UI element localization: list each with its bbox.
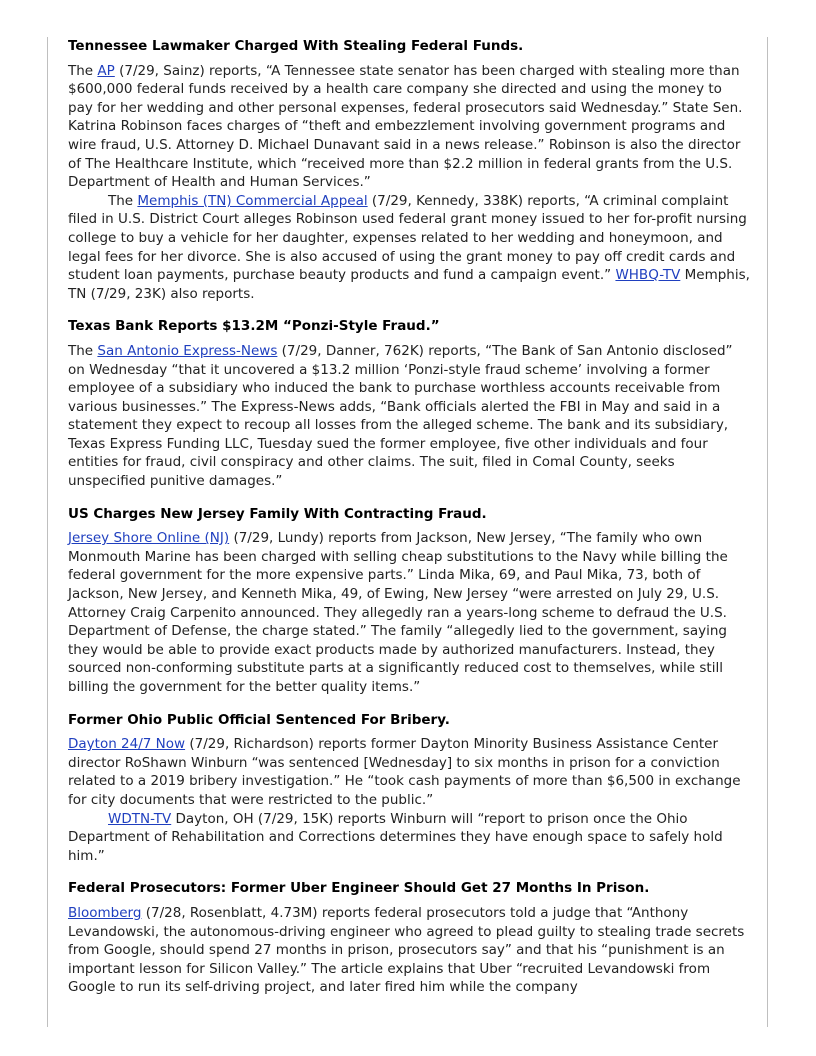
source-link-bloomberg[interactable]: Bloomberg xyxy=(68,904,142,921)
paragraph-text: (7/29, Lundy) reports from Jackson, New Jersey, “The family who own Monmouth Marine has been charged with selling cheap substitutions to the Navy while billing the federal government for the more expensive parts.” Linda Mika, 69, and Paul Mika, 73, both of Jackson, New Jersey, and Kenneth Mika, 49, of Ewing, New Jersey “were arrested on July 29, U.S. Attorney Craig Carpenito announced. They allegedly ran a years-long scheme to defraud the U.S. Department of Defense, the charge stated.” The family “allegedly lied to the government, saying they would be able to provide exact products made by authorized manufacturers. Instead, they sourced non-conforming substitute parts at a significantly reduced cost to themselves, while still billing the government for the better quality items.” xyxy=(68,530,728,695)
article xyxy=(68,505,750,697)
source-link-commercial-appeal[interactable]: Memphis (TN) Commercial Appeal xyxy=(137,192,368,209)
paragraph-text: (7/29, Sainz) reports, “A Tennessee state senator has been charged with stealing more than $600,000 federal funds received by a health care company she directed and using the money to pay for her wedding and other personal expenses, federal prosecutors said Wednesday.” State Sen. Katrina Robinson faces charges of “theft and embezzlement involving government programs and wire fraud, U.S. Attorney D. Michael Dunavant said in a news release.” Robinson is also the director of The Healthcare Institute, which “received more than $2.2 million in federal grants from the U.S. Department of Health and Human Services.” xyxy=(68,62,743,191)
source-link-ap[interactable]: AP xyxy=(97,62,115,79)
article-paragraph xyxy=(68,62,750,192)
paragraph-text: The xyxy=(68,342,98,359)
article-paragraph xyxy=(68,735,750,809)
paragraph-text: (7/29, Danner, 762K) reports, “The Bank of San Antonio disclosed” on Wednesday “that it uncovered a $13.2 million ‘Ponzi-style fraud scheme’ involving a former employee of a subsidiary who induced the bank to purchase worthless accounts receivable from various businesses.” The Express-News adds, “Bank officials alerted the FBI in May and said in a statement they expect to recoup all losses from the alleged scheme. The bank and its subsidiary, Texas Express Funding LLC, Tuesday sued the former employee, five other individuals and four entities for fraud, civil conspiracy and other claims. The suit, filed in Comal County, seeks unspecified punitive damages.” xyxy=(68,342,733,490)
article-paragraph xyxy=(68,192,750,304)
article-paragraph xyxy=(68,904,750,997)
paragraph-text: (7/29, Richardson) reports former Dayton Minority Business Assistance Center director RoShawn Winburn “was sentenced [Wednesday] to six months in prison for a conviction related to a 2019 bribery investigation.” He “took cash payments of more than $6,500 in exchange for city documents that were restricted to the public.” xyxy=(68,736,741,808)
paragraph-text: (7/28, Rosenblatt, 4.73M) reports federal prosecutors told a judge that “Anthony Levandowski, the autonomous-driving engineer who agreed to plead guilty to stealing trade secrets from Google, should spend 27 months in prison, prosecutors say” and that his “punishment is an important lesson for Silicon Valley.” The article explains that Uber “recruited Levandowski from Google to run its self-driving project, and later fired him while the company xyxy=(68,904,745,996)
article xyxy=(68,711,750,866)
article-headline: Former Ohio Public Official Sentenced For Bribery. xyxy=(68,711,450,728)
paragraph-text: The xyxy=(68,62,98,79)
article-headline: Texas Bank Reports $13.2M “Ponzi-Style Fraud.” xyxy=(68,318,440,335)
news-content xyxy=(68,37,750,1011)
source-link-whbq-tv[interactable]: WHBQ-TV xyxy=(615,267,681,284)
article-headline: Tennessee Lawmaker Charged With Stealing Federal Funds. xyxy=(68,38,524,54)
source-link-wdtn-tv[interactable]: WDTN-TV xyxy=(108,810,172,827)
paragraph-text: Dayton, OH (7/29, 15K) reports Winburn will “report to prison once the Ohio Department of Rehabilitation and Corrections determines they have enough space to safely hold him.” xyxy=(68,810,723,864)
article-headline: US Charges New Jersey Family With Contracting Fraud. xyxy=(68,505,487,522)
article xyxy=(68,317,750,490)
source-link-dayton-247[interactable]: Dayton 24/7 Now xyxy=(68,736,186,753)
article-paragraph xyxy=(68,529,750,696)
article xyxy=(68,37,750,303)
article-headline: Federal Prosecutors: Former Uber Engineer Should Get 27 Months In Prison. xyxy=(68,880,650,897)
paragraph-text: (7/29, Kennedy, 338K) reports, “A criminal complaint filed in U.S. District Court alleges Robinson used federal grant money issued to her for-profit nursing college to buy a vehicle for her daughter, expenses related to her wedding and honeymoon, and legal fees for her divorce. She is also accused of using the grant money to pay off credit cards and student loan payments, purchase beauty products and fund a campaign event.” xyxy=(68,192,747,284)
article-paragraph xyxy=(68,342,750,491)
paragraph-text: The xyxy=(108,192,138,209)
article xyxy=(68,879,750,997)
source-link-jersey-shore-online[interactable]: Jersey Shore Online (NJ) xyxy=(68,530,230,547)
source-link-express-news[interactable]: San Antonio Express-News xyxy=(97,342,278,359)
article-paragraph xyxy=(68,810,750,866)
paragraph-text: Memphis, TN (7/29, 23K) also reports. xyxy=(68,267,750,302)
